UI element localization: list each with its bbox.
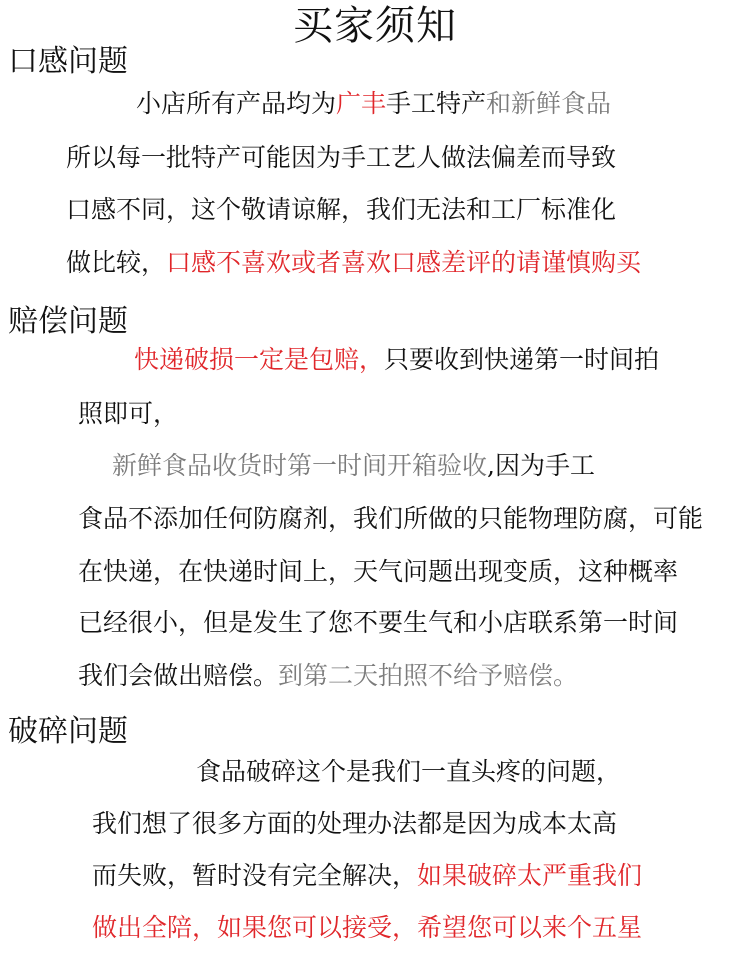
paragraph-line (92, 808, 617, 840)
section-heading-taste: 口感问题 (8, 44, 128, 79)
paragraph-line (66, 142, 616, 174)
text-segment: 只要收到快递第一时间拍 (384, 345, 660, 374)
text-segment-red: 做出全陪，如果您可以接受，希望您可以来个五星 (92, 913, 643, 942)
paragraph-line (78, 660, 578, 692)
text-segment-red: 口感不喜欢或者喜欢口感差评的请谨慎购买 (166, 248, 642, 277)
text-segment-gray: 到第二天拍照不给予赔偿。 (278, 661, 579, 690)
text-segment-red: 广丰 (336, 89, 387, 118)
text-segment: 而失败，暂时没有完全解决， (92, 861, 418, 890)
paragraph-line (78, 503, 703, 535)
paragraph-line (66, 194, 616, 226)
paragraph-line (78, 607, 678, 639)
text-segment-red: 快递破损一定是包赔， (134, 345, 385, 374)
text-segment: 我们想了很多方面的处理办法都是因为成本太高 (92, 809, 618, 838)
paragraph-line (92, 912, 642, 944)
section-heading-breakage: 破碎问题 (8, 714, 128, 749)
text-segment: 做比较， (66, 248, 167, 277)
text-segment: 手工特产 (386, 89, 487, 118)
text-segment: 在快递，在快递时间上，天气问题出现变质，这种概率 (78, 557, 679, 586)
paragraph-line (66, 247, 641, 279)
text-segment: ,因为手工 (487, 451, 595, 480)
page-title: 买家须知 (293, 3, 457, 49)
text-segment: 食品破碎这个是我们一直头疼的问题， (196, 757, 622, 786)
paragraph-line (78, 556, 678, 588)
paragraph-line (136, 88, 611, 120)
text-segment: 我们会做出赔偿。 (78, 661, 279, 690)
paragraph-line (78, 398, 178, 430)
paragraph-line (134, 344, 659, 376)
text-segment-gray: 新鲜食品收货时第一时间开箱验收 (112, 451, 488, 480)
text-segment-gray: 和新鲜食品 (486, 89, 612, 118)
text-segment: 已经很小，但是发生了您不要生气和小店联系第一时间 (78, 608, 679, 637)
text-segment: 所以每一批特产可能因为手工艺人做法偏差而导致 (66, 143, 617, 172)
text-segment: 食品不添加任何防腐剂，我们所做的只能物理防腐，可能 (78, 504, 704, 533)
text-segment: 小店所有产品均为 (136, 89, 337, 118)
section-heading-compensation: 赔偿问题 (8, 304, 128, 339)
text-segment: 照即可， (78, 399, 179, 428)
text-segment-red: 如果破碎太严重我们 (417, 861, 643, 890)
text-segment: 口感不同，这个敬请谅解，我们无法和工厂标准化 (66, 195, 617, 224)
paragraph-line (196, 756, 621, 788)
paragraph-line (112, 450, 595, 482)
paragraph-line (92, 860, 642, 892)
